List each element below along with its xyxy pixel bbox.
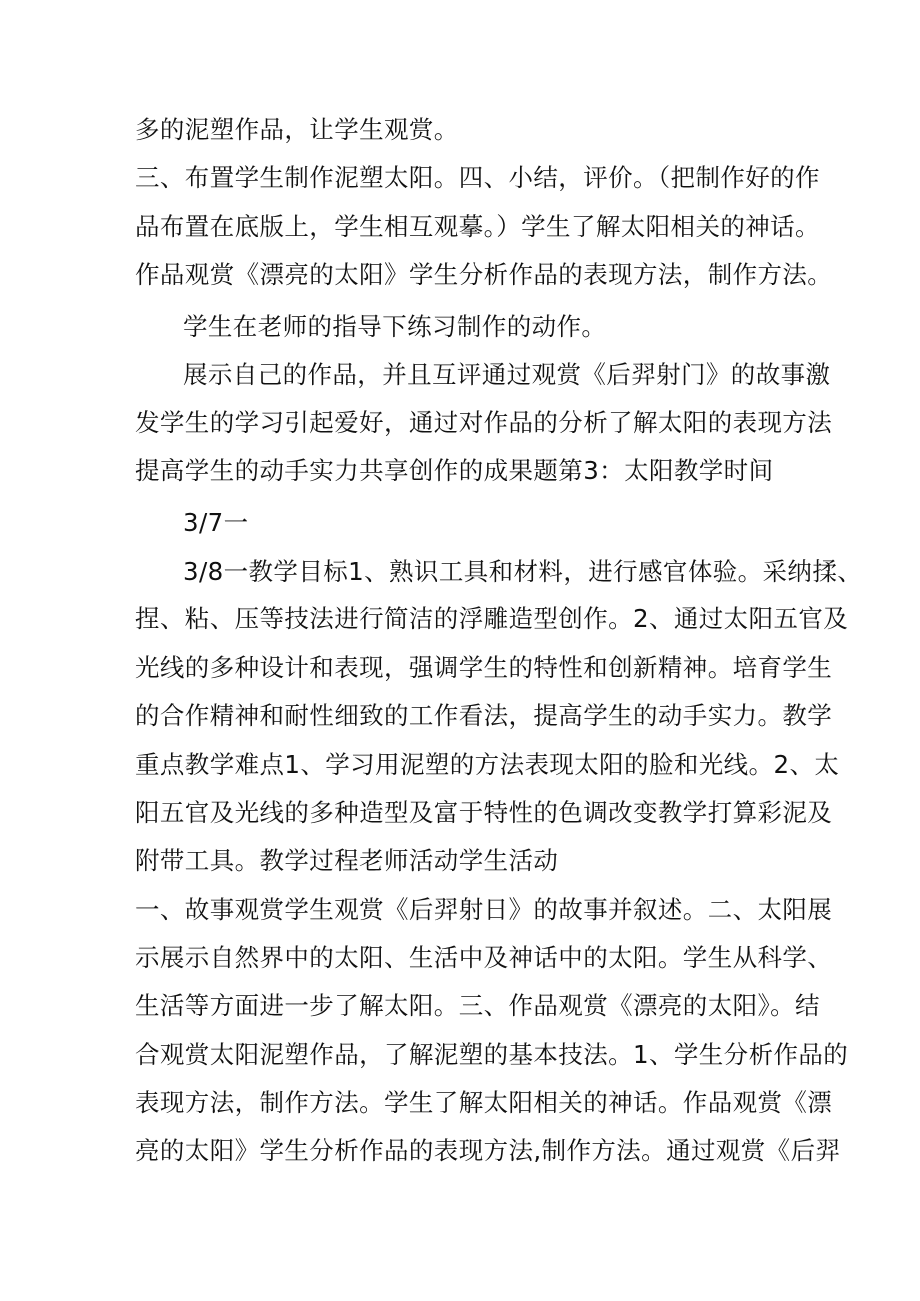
text-line: 附带工具。教学过程老师活动学生活动: [135, 846, 559, 875]
text-line: 重点教学难点1、学习用泥塑的方法表现太阳的脸和光线。2、太: [135, 750, 840, 779]
text-line: 一、故事观赏学生观赏《后羿射日》的故事并叙述。二、太阳展: [135, 895, 833, 924]
text-line: 3/7一: [183, 508, 249, 537]
text-line: 作品观赏《漂亮的太阳》学生分析作品的表现方法，制作方法。: [135, 260, 833, 289]
text-line: 多的泥塑作品，让学生观赏。: [135, 115, 459, 144]
text-line: 表现方法，制作方法。学生了解太阳相关的神话。作品观赏《漂: [135, 1088, 833, 1117]
text-line: 示展示自然界中的太阳、生活中及神话中的太阳。学生从科学、: [135, 943, 833, 972]
text-line: 展示自己的作品，并且互评通过观赏《后羿射门》的故事激: [183, 360, 831, 389]
text-line: 光线的多种设计和表现，强调学生的特性和创新精神。培育学生: [135, 653, 833, 682]
text-line: 亮的太阳》学生分析作品的表现方法,制作方法。通过观赏《后羿: [135, 1136, 841, 1165]
text-line: 生活等方面进一步了解太阳。三、作品观赏《漂亮的太阳》。结: [135, 991, 820, 1020]
text-line: 3/8一教学目标1、熟识工具和材料，进行感官体验。采纳揉、: [183, 557, 863, 586]
text-line: 品布置在底版上，学生相互观摹。）学生了解太阳相关的神话。: [135, 212, 820, 241]
text-line: 学生在老师的指导下练习制作的动作。: [183, 312, 607, 341]
text-line: 三、布置学生制作泥塑太阳。四、小结，评价。（把制作好的作: [135, 163, 820, 192]
text-line: 的合作精神和耐性细致的工作看法，提高学生的动手实力。教学: [135, 701, 833, 730]
text-line: 提高学生的动手实力共享创作的成果题第3：太阳教学时间: [135, 456, 774, 485]
text-line: 阳五官及光线的多种造型及富于特性的色调改变教学打算彩泥及: [135, 798, 833, 827]
text-line: 捏、粘、压等技法进行简洁的浮雕造型创作。2、通过太阳五官及: [135, 604, 849, 633]
text-line: 发学生的学习引起爱好，通过对作品的分析了解太阳的表现方法: [135, 408, 833, 437]
text-line: 合观赏太阳泥塑作品，了解泥塑的基本技法。1、学生分析作品的: [135, 1040, 849, 1069]
